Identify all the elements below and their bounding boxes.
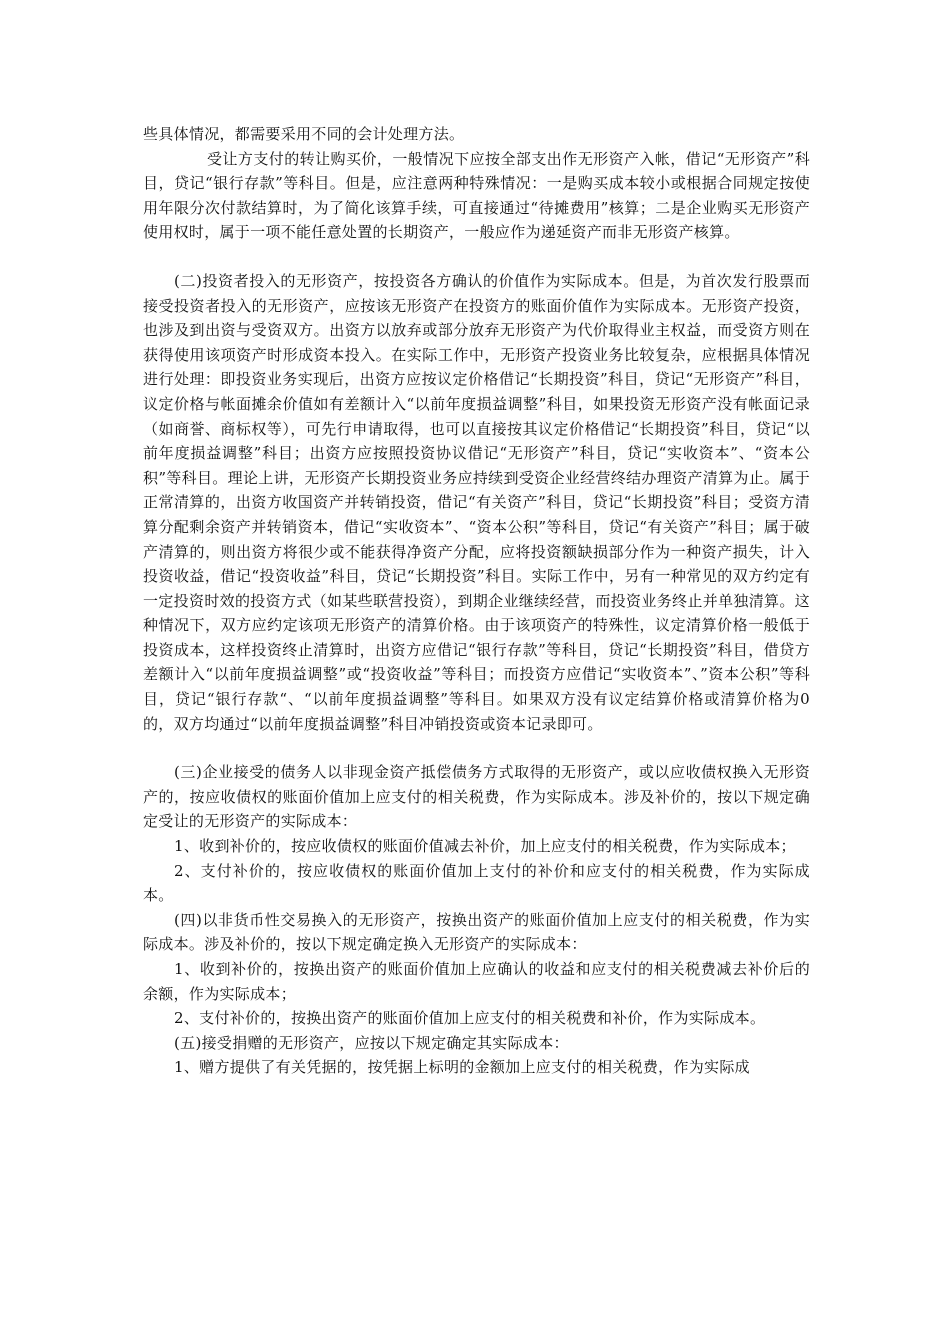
paragraph-section-2: (二)投资者投入的无形资产，按投资各方确认的价值作为实际成本。但是，为首次发行股票而接受投资者投入的无形资产，应按该无形资产在投资方的账面价值作为实际成本。无形资产投资，也涉及到出资与受资双方。出资方以放弃或部分放弃无形资产为代价取得业主权益，而受资方则在获得使用该项资产时形成资本投入。在实际工作中，无形资产投资业务比较复杂，应根据具体情况进行处理：即投资业务实现后，出资方应按议定价格借记“长期投资”科目，贷记“无形资产”科目，议定价格与帐面摊余价值如有差额计入“以前年度损益调整”科目，如果投资无形资产没有帐面记录（如商誉、商标权等），可先行申请取得，也可以直接按其议定价格借记“长期投资”科目，贷记“以前年度损益调整”科目；出资方应按照投资协议借记“无形资产”科目，贷记“实收资本”、“资本公积”等科目。理论上讲，无形资产长期投资业务应持续到受资企业经营终结办理资产清算为止。属于正常清算的，出资方收国资产并转销投资，借记“有关资产”科目，贷记“长期投资”科目；受资方清算分配剩余资产并转销资本，借记“实收资本”、“资本公积”等科目，贷记“有关资产”科目；属于破产清算的，则出资方将很少或不能获得净资产分配，应将投资额缺损部分作为一种资产损失，计入投资收益，借记“投资收益”科目，贷记“长期投资”科目。实际工作中，另有一种常见的双方约定有一定投资时效的投资方式（如某些联营投资），到期企业继续经营，而投资业务终止并单独清算。这种情况下，双方应约定该项无形资产的清算价格。由于该项资产的特殊性，议定清算价格一般低于投资成本，这样投资终止清算时，出资方应借记“银行存款”等科目，贷记“长期投资”科目，借贷方差额计入“以前年度损益调整”或“投资收益”等科目；而投资方应借记“实收资本”、”资本公积”等科目，贷记“银行存款“、“以前年度损益调整”等科目。如果双方没有议定结算价格或清算价格为0的，双方均通过“以前年度损益调整”科目冲销投资或资本记录即可。 bbox=[143, 271, 810, 733]
paragraph-section-3-item-2: 2、支付补价的，按应收债权的账面价值加上支付的补价和应支付的相关税费，作为实际成本。 bbox=[143, 861, 810, 905]
paragraph-section-3: (三)企业接受的债务人以非现金资产抵偿债务方式取得的无形资产，或以应收债权换入无形资产的，按应收债权的账面价值加上应支付的相关税费，作为实际成本。涉及补价的，按以下规定确定受让的无形资产的实际成本： bbox=[143, 763, 810, 831]
paragraph-section-5-item-1: 1、赠方提供了有关凭据的，按凭据上标明的金额加上应支付的相关税费，作为实际成 bbox=[174, 1058, 750, 1077]
paragraph-gap bbox=[143, 736, 810, 760]
paragraph-section-4: (四)以非货币性交易换入的无形资产，按换出资产的账面价值加上应支付的相关税费，作为实际成本。涉及补价的，按以下规定确定换入无形资产的实际成本： bbox=[143, 910, 810, 954]
paragraph-section-5: (五)接受捐赠的无形资产，应按以下规定确定其实际成本： bbox=[174, 1033, 569, 1052]
paragraph-continuation: 些具体情况，都需要采用不同的会计处理方法。 bbox=[143, 125, 465, 143]
document-body bbox=[143, 122, 810, 1080]
paragraph-section-4-item-1: 1、收到补价的，按换出资产的账面价值加上应确认的收益和应支付的相关税费减去补价后的余额，作为实际成本； bbox=[143, 960, 810, 1003]
paragraph-purchase-price: 受让方支付的转让购买价，一般情况下应按全部支出作无形资产入帐，借记“无形资产”科目，贷记“银行存款”等科目。但是，应注意两种特殊情况：一是购买成本较小或根据合同规定按使用年限分次付款结算时，为了简化该算手续，可直接通过“待摊费用”核算；二是企业购买无形资产使用权时，属于一项不能任意处置的长期资产，一般应作为递延资产而非无形资产核算。 bbox=[143, 149, 810, 242]
paragraph-section-3-item-1: 1、收到补价的，按应收债权的账面价值减去补价，加上应支付的相关税费，作为实际成本； bbox=[174, 837, 796, 856]
paragraph-gap bbox=[143, 245, 810, 269]
paragraph-section-4-item-2: 2、支付补价的，按换出资产的账面价值加上应支付的相关税费和补价，作为实际成本。 bbox=[174, 1009, 766, 1028]
